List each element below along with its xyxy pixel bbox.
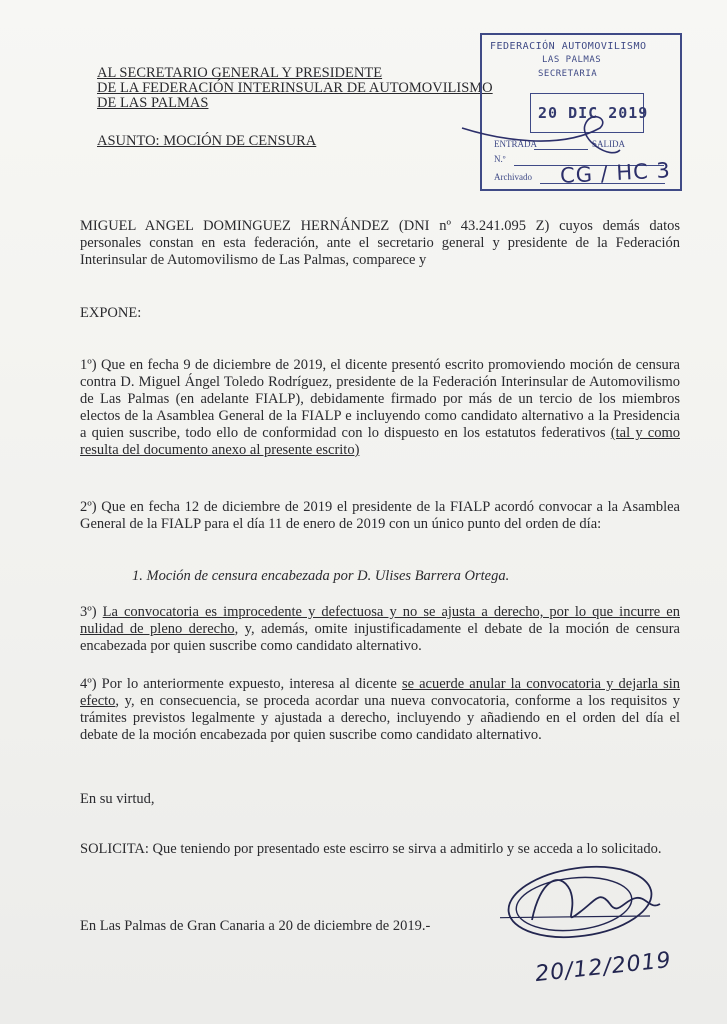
stamp-date: 20 DIC 2019 [538, 104, 649, 122]
solicita-paragraph: SOLICITA: Que teniendo por presentado este escirro se sirva a admitirlo y se acceda a lo solicitado. [80, 841, 662, 857]
intro-paragraph: MIGUEL ANGEL DOMINGUEZ HERNÁNDEZ (DNI nº 43.241.095 Z) cuyos demás datos personales constan en esta federación, ante el secretario general y presidente de la Federación Interinsular de Automovilismo de Las Palmas, comparece y [80, 218, 680, 268]
paragraph-2: 2º) Que en fecha 12 de diciembre de 2019 el presidente de la FIALP acordó convocar a la Asamblea General de la FIALP para el día 11 de enero de 2019 con un único punto del orden de día: [80, 499, 680, 532]
stamp-number-label: N.º [494, 154, 506, 164]
closing-line: En Las Palmas de Gran Canaria a 20 de diciembre de 2019.- [80, 918, 431, 934]
paragraph-4-underlined: se acuerde anular la convocatoria y dejarla sin efecto [80, 676, 681, 709]
paragraph-4-prefix: 4º) Por lo anteriormente expuesto, interesa al dicente [80, 676, 402, 692]
stamp-handwritten-code: CG / HC 3 [559, 158, 672, 188]
expone-heading: EXPONE: [80, 305, 142, 321]
paragraph-3-prefix: 3º) [80, 604, 103, 620]
agenda-list-item: 1. Moción de censura encabezada por D. Ulises Barrera Ortega. [132, 568, 510, 584]
paragraph-3-rest: , y, además, omite injustificadamente el debate de la moción de censura encabezada por quien suscribe como candidato alternativo. [80, 621, 680, 654]
paragraph-1 [80, 357, 680, 459]
en-su-virtud: En su virtud, [80, 791, 155, 807]
stamp-salida-label: SALIDA [592, 139, 625, 149]
stamp-entrada-label: ENTRADA [494, 139, 537, 149]
paragraph-1-text: 1º) Que en fecha 9 de diciembre de 2019, el dicente presentó escrito promoviendo moción de censura contra D. Miguel Ángel Toledo Rodríguez, presidente de la Federación Interinsular de Automovilismo de Las Palmas (en adelante FIALP), debidamente firmado por más de un tercio de los miembros electos de la Asamblea General de la FIALP e incluyendo como candidato alternativo a la Presidencia a quien suscribe, todo ello de conformidad con lo dispuesto en los estatutos federativos [80, 357, 680, 441]
paragraph-4-rest: , y, en consecuencia, se proceda acordar una nueva convocatoria, conforme a los requisitos y trámites previstos legalmente y ajustada a derecho, incluyendo y añadiendo en el orden del día el debate de la moción encabezada por quien suscribe como candidato alternativo. [80, 693, 680, 743]
paragraph-1-underlined: (tal y como resulta del documento anexo al presente escrito) [80, 425, 680, 458]
stamp-city: LAS PALMAS [542, 55, 602, 65]
pen-scribble-mark [0, 0, 727, 200]
addressee-line-2: DE LA FEDERACIÓN INTERINSULAR DE AUTOMOVILISMO [97, 80, 493, 96]
stamp-archived-label: Archivado [494, 172, 532, 182]
paragraph-4 [80, 676, 680, 744]
subject-line: ASUNTO: MOCIÓN DE CENSURA [97, 133, 317, 149]
signature [500, 860, 690, 950]
addressee-line-3: DE LAS PALMAS [97, 95, 209, 111]
paragraph-3-underlined: La convocatoria es improcedente y defectuosa y no se ajusta a derecho, por lo que incurre en nulidad de pleno derecho [80, 604, 680, 637]
stamp-org: FEDERACIÓN AUTOMOVILISMO [490, 41, 647, 52]
paragraph-3 [80, 604, 680, 655]
stamp-dept: SECRETARIA [538, 69, 598, 79]
handwritten-date: 20/12/2019 [534, 947, 673, 988]
addressee-line-1: AL SECRETARIO GENERAL Y PRESIDENTE [97, 65, 383, 81]
